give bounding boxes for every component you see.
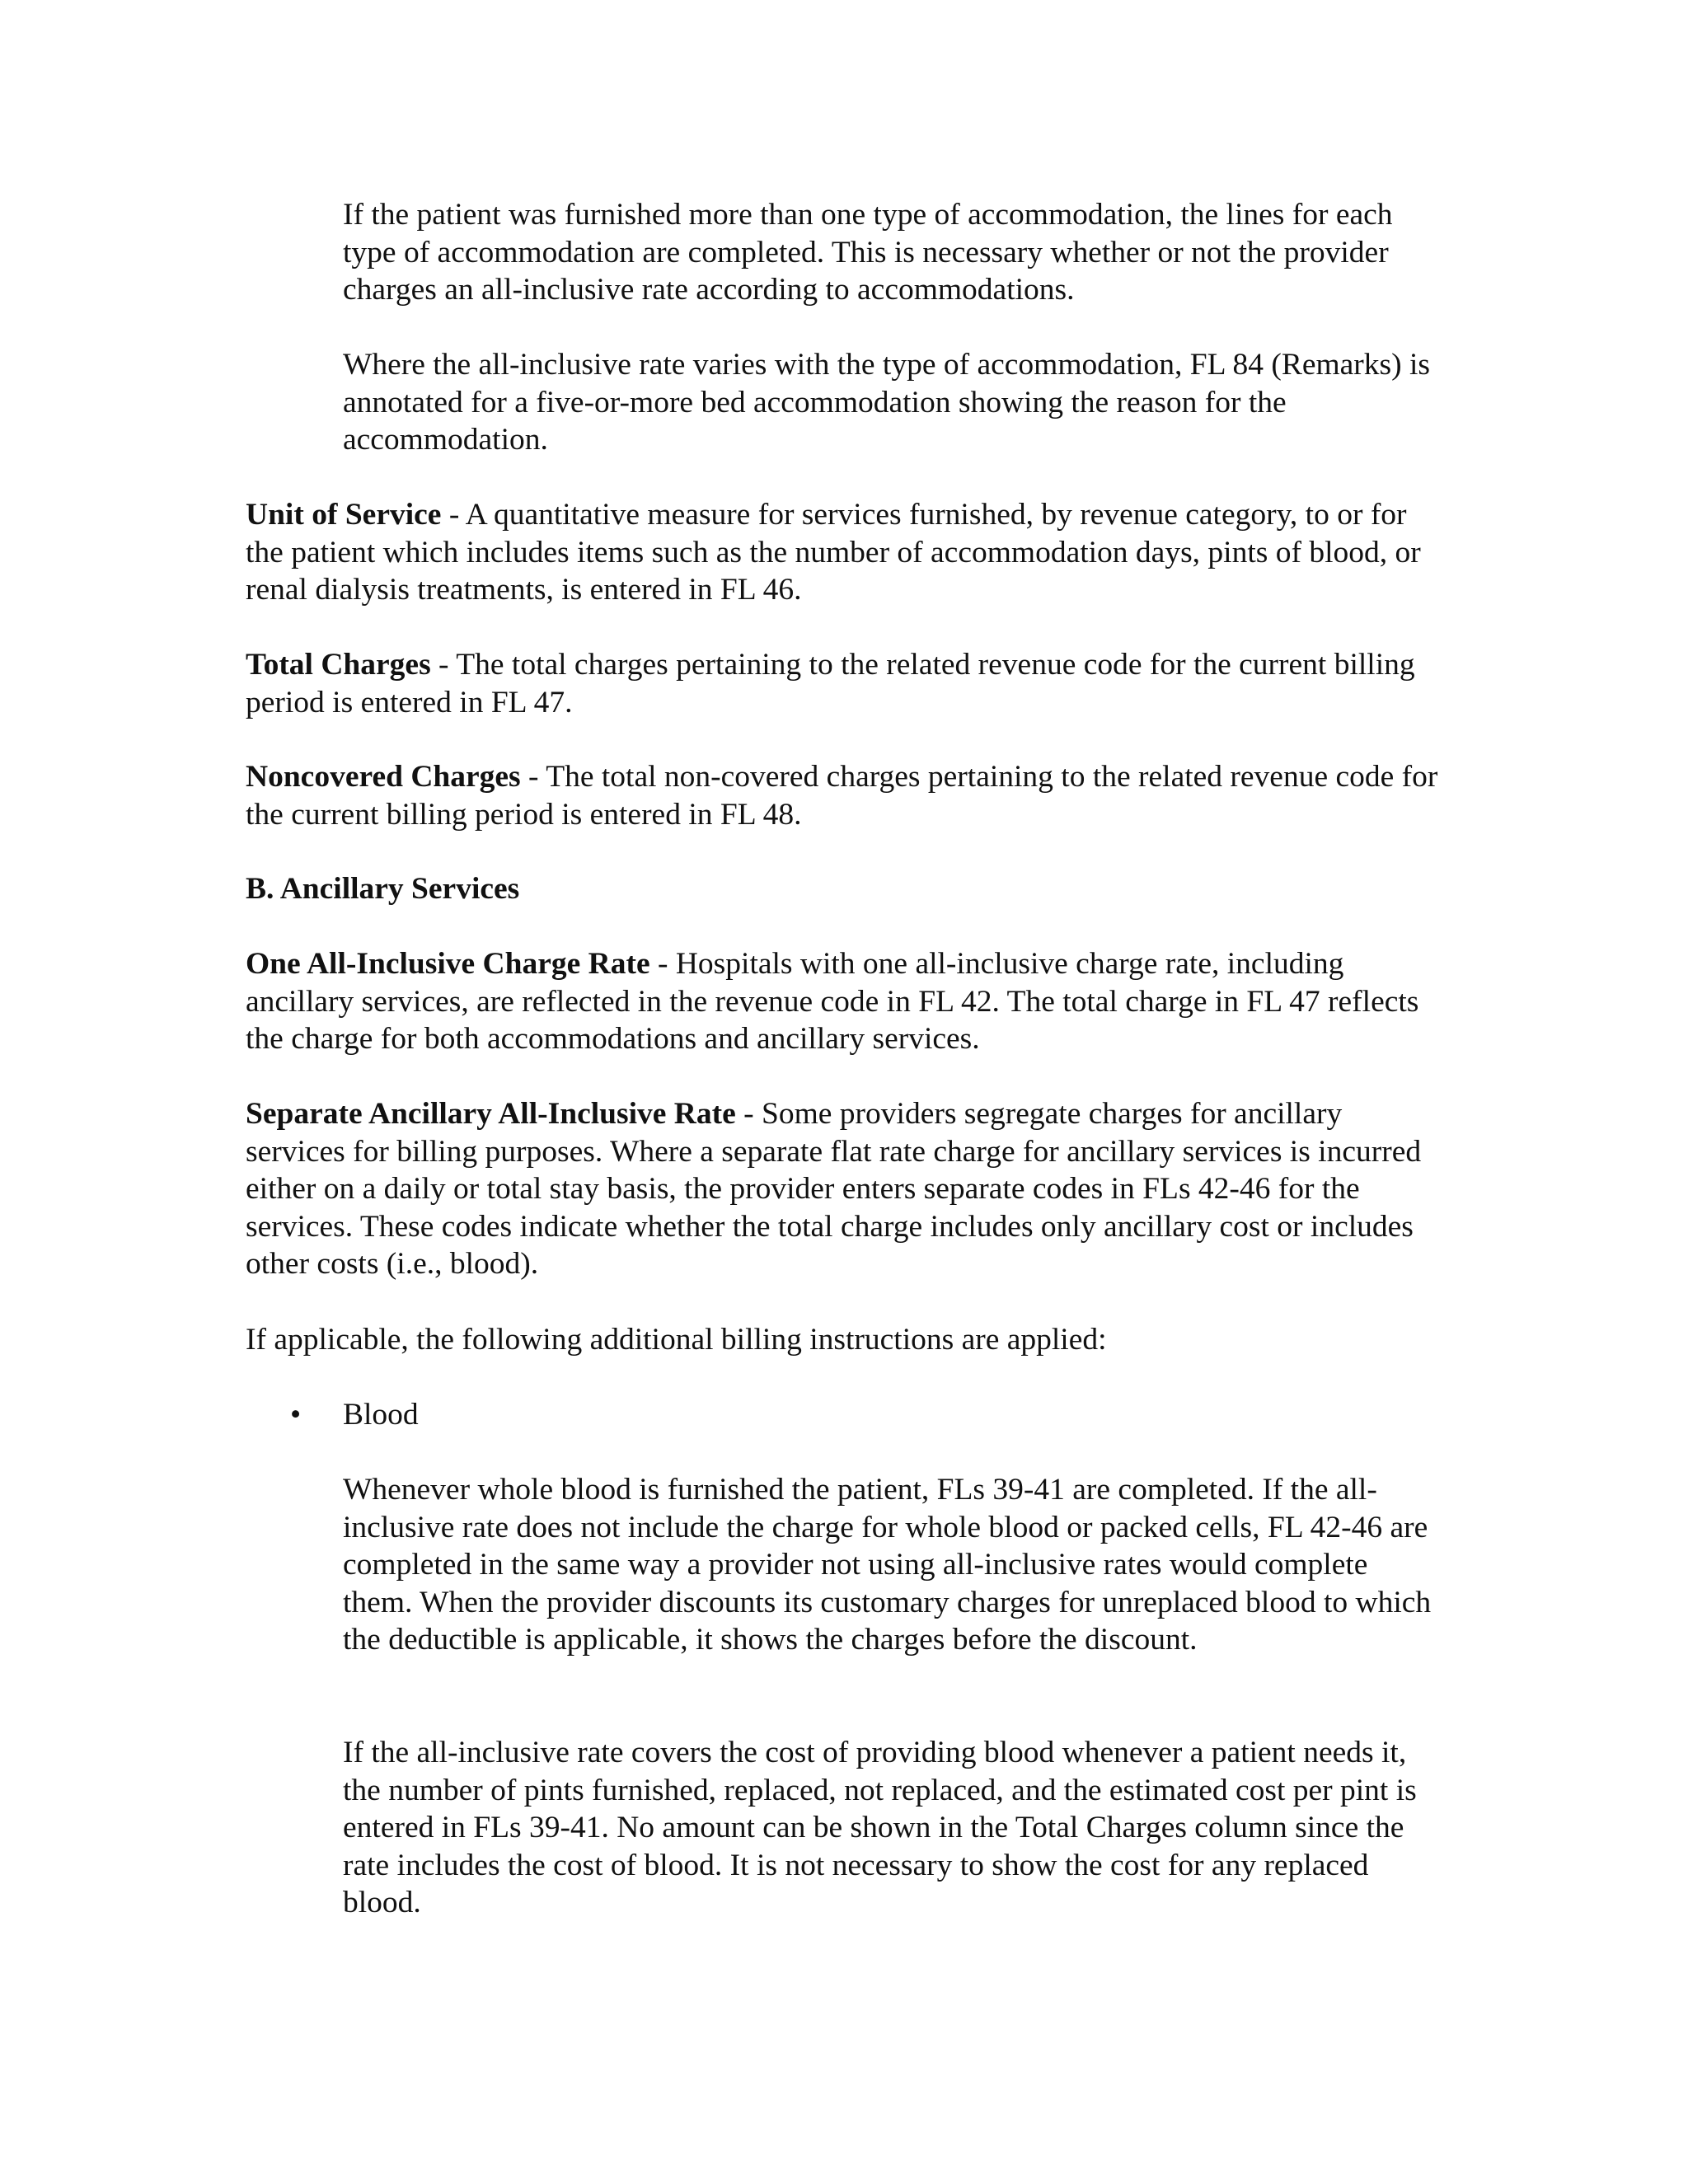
- paragraph-one-all-inclusive: [246, 945, 1441, 1058]
- term-separate-ancillary: Separate Ancillary All-Inclusive Rate: [246, 1097, 736, 1131]
- paragraph-blood-2: If the all-inclusive rate covers the cost of providing blood whenever a patient needs it, the number of pints furnished, replaced, not replaced, and the estimated cost per pint is entered in FLs 39-41. No amount can be shown in the Total Charges column since the rate includes the cost of blood. It is not necessary to show the cost for any replaced blood.: [343, 1736, 1417, 1919]
- section-heading: B. Ancillary Services: [246, 872, 520, 906]
- paragraph-noncovered-charges: [246, 758, 1441, 833]
- bullet-icon: •: [290, 1398, 302, 1432]
- term-noncovered-charges: Noncovered Charges: [246, 760, 521, 794]
- paragraph-total-charges: [246, 646, 1441, 721]
- term-total-charges: Total Charges: [246, 648, 431, 682]
- paragraph-separate-ancillary: [246, 1095, 1441, 1283]
- bullet-label: Blood: [343, 1398, 419, 1432]
- paragraph-blood-1: Whenever whole blood is furnished the patient, FLs 39-41 are completed. If the all-inclusive rate does not include the charge for whole blood or packed cells, FL 42-46 are completed in the same way a provider not using all-inclusive rates would complete them. When the provider discounts its customary charges for unreplaced blood to which the deductible is applicable, it shows the charges before the discount.: [343, 1473, 1432, 1657]
- paragraph-unit-of-service: [246, 496, 1441, 609]
- definition-unit-of-service: - A quantitative measure for services furnished, by revenue category, to or for the patient which includes items such as the number of accommodation days, pints of blood, or renal dialysis treatments, is entered in FL 46.: [246, 498, 1421, 607]
- term-one-all-inclusive: One All-Inclusive Charge Rate: [246, 947, 650, 981]
- definition-total-charges: - The total charges pertaining to the related revenue code for the current billing period is entered in FL 47.: [246, 648, 1415, 719]
- term-unit-of-service: Unit of Service: [246, 498, 442, 532]
- definition-one-all-inclusive: - Hospitals with one all-inclusive charge rate, including ancillary services, are reflected in the revenue code in FL 42. The total charge in FL 47 reflects the charge for both accommodations and ancillary services.: [246, 947, 1419, 1056]
- paragraph-additional-instructions: If applicable, the following additional billing instructions are applied:: [246, 1323, 1107, 1357]
- definition-noncovered-charges: - The total non-covered charges pertaining to the related revenue code for the current billing period is entered in FL 48.: [246, 760, 1438, 832]
- paragraph-accommodation-types: If the patient was furnished more than one type of accommodation, the lines for each type of accommodation are completed. This is necessary whether or not the provider charges an all-inclusive rate according to accommodations.: [343, 198, 1393, 307]
- definition-separate-ancillary: - Some providers segregate charges for ancillary services for billing purposes. Where a separate flat rate charge for ancillary services is incurred either on a daily or total stay basis, the provider enters separate codes in FLs 42-46 for the services. These codes indicate whether the total charge includes only ancillary cost or includes other costs (i.e., blood).: [246, 1097, 1422, 1281]
- paragraph-rate-varies: Where the all-inclusive rate varies with the type of accommodation, FL 84 (Remarks) is annotated for a five-or-more bed accommodation showing the reason for the accommodation.: [343, 348, 1431, 457]
